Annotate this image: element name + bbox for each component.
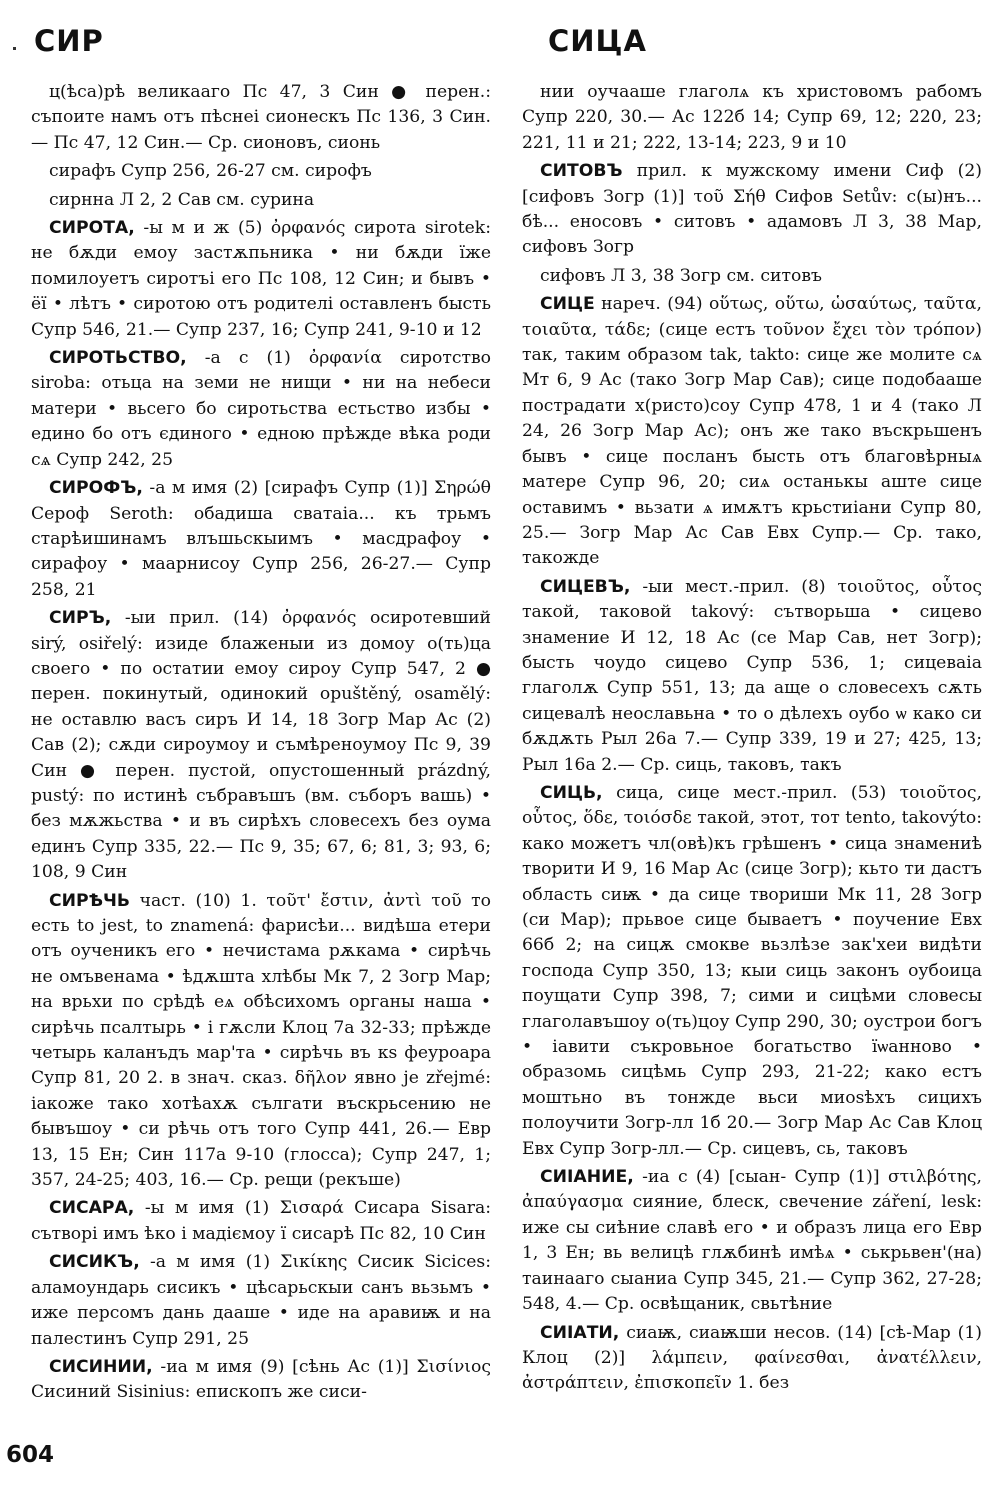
entry-text: сица, сице мест.-прил. (53) τοιοῦτος, οὗτος, ὅδε, τοιόσδε такой, этот, тот tento, takovýto: како можетъ чл(овѣ)къ грѣшенъ • сица знамениѣ творити И 9, 16 Мар Ас (сице Зогр); кьто ти дастъ область сиѭ • да сице твориши Мк 11, 28 Зогр (си Мар); прьвое сице бываетъ • поучение Евх 66б 2; на сицѫ смокве вьзлѣзе зак'хеи видѣти господа Супр 350, 13; кыи сиць законъ оубоица поущати Супр 398, 7; сими и сицѣми словесы глаголавъшоу о(ть)цоу Супр 290, 30; оустрои богъ • іавити съкровьное богатьство їѡанново • образомь сицѣмь Супр 293, 21-22; како естъ моштьно въ тонжде вьси миоѕѣхъ сицихъ полоучити Зогр-лл 1б 20.— Зогр Мар Ас Сав Клоц Евх Супр Зогр-лл.— Ср. сицевъ, сь, таковъ bbox=[522, 782, 982, 1159]
dictionary-entry bbox=[31, 476, 491, 603]
entry-text: -а с (1) ὀρφανία сиротство siroba: отьца на земи не нищи • ни на небеси матери • вьсего бо сиротьства естьство избы • едино бо отъ єдиного • едною прѣжде вѣка роди сѧ Супр 242, 25 bbox=[31, 348, 491, 470]
entry-text: сирафъ Супр 256, 26-27 см. сирофъ bbox=[49, 161, 372, 182]
entry-headword: СИСИКЪ, bbox=[49, 1252, 140, 1273]
entry-text: -иа м имя (9) [сѣнь Ас (1)] Σισίνιος Сисиний Sisinius: епископъ же сиси- bbox=[31, 1356, 491, 1403]
entry-headword: СИТОВЪ bbox=[540, 161, 623, 182]
entry-text: нии оучааше глаголѧ къ христовомъ рабомъ Супр 220, 30.— Ас 122б 14; Супр 69, 12; 220, 23; 221, 11 и 21; 222, 13-14; 223, 9 и 10 bbox=[522, 82, 982, 153]
dictionary-entry bbox=[522, 781, 982, 1162]
running-head-left: СИР bbox=[34, 24, 104, 58]
left-column bbox=[31, 80, 491, 1409]
entry-headword: СИСИНИИ, bbox=[49, 1356, 153, 1377]
dictionary-entry bbox=[31, 889, 491, 1194]
entry-text: -ыи прил. (14) ὀρφανός осиротевший sirý, osiřelý: изиде блаженыи из домоу о(ть)ца своего • по остатии емоу сироу Супр 547, 2 ● перен. покинутый, одинокий opuštěný, osamělý: не оставлю васъ сиръ И 14, 18 Зогр Мар Ас (2) Сав (2); сѫди сироумоу и съмѣреноумоу Пс 9, 39 Син ● перен. пустой, опустошенный prázdný, pustý: по истинѣ събравъшъ (вм. съборъ вашь) • без мѫжьства • и въ сирѣхъ словесехъ без оума единъ Супр 335, 22.— Пс 9, 35; 67, 6; 81, 3; 93, 6; 108, 9 Син bbox=[31, 608, 491, 883]
entry-text: сирнна Л 2, 2 Сав см. сурина bbox=[49, 189, 315, 210]
dictionary-entry bbox=[31, 606, 491, 885]
entry-text: -а м имя (2) [сирафъ Супр (1)] Σηρώθ Сероф Seroth: обадиша сватаіа... къ трьмъ старѣишинамъ влъшьскыимъ • масдрафоу • сирафоу • маарнисоу Супр 256, 26-27.— Супр 258, 21 bbox=[31, 478, 492, 600]
page-number: 604 bbox=[6, 1442, 55, 1468]
entry-text: нареч. (94) οὕτως, οὕτω, ὡσαύτως, ταῦτα, τοιαῦτα, τάδε; (сице естъ τοῦνον ἔχει τὸν τρόπον) так, таким образом tak, takto: сице же молите сѧ Мт 6, 9 Ас (тако Зогр Мар Сав); сице подобааше пострадати х(ристо)соу Супр 478, 1 и 4 (тако Л 24, 26 Зогр Мар Ас); онъ же тако въскрьшенъ бывъ • сице посланъ бысть отъ благовѣрныѧ матере Супр 96, 20; сиѧ останькы аште сице оставимъ • вьзати ѧ имѫтъ крьстиіани Супр 80, 25.— Зогр Мар Ас Сав Евх Супр.— Ср. тако, такожде bbox=[522, 294, 982, 569]
entry-text: -ы м имя (1) Σισαρά Сисара Sisara: сътворі имъ ѣко і мадіємоу ї сисарѣ Пс 82, 10 Син bbox=[31, 1198, 491, 1244]
dictionary-entry bbox=[31, 159, 491, 184]
entry-headword: СИЦЬ, bbox=[540, 782, 603, 803]
entry-text: -а м имя (1) Σικίκης Сисик Sicices: аламоундарь сисикъ • цѣсарьскыи санъ вьзьмъ • иже персомъ дань дааше • иде на аравиѭ и на палестинъ Супр 291, 25 bbox=[31, 1252, 491, 1349]
running-head-right: СИЦА bbox=[548, 24, 647, 58]
entry-text: -ыи мест.-прил. (8) τοιοῦτος, οὗτος такой, таковой takový: сътворьша • сицево знамение И 12, 18 Ас (се Мар Сав, нет Зогр); бысть чоудо сицево Супр 536, 1; сицеваіа глаголѫ Супр 551, 13; да аще о словесехъ сѫть сицевалѣ неославьна • то о дѣлехъ оубо ѡ како си бѫдѫть Рыл 26а 7.— Супр 339, 19 и 27; 425, 13; Рыл 16а 2.— Ср. сиць, таковъ, такъ bbox=[522, 576, 983, 775]
entry-text: сифовъ Л 3, 38 Зогр см. ситовъ bbox=[540, 265, 822, 286]
dictionary-entry bbox=[522, 159, 982, 261]
entry-text: сиаѭ, сиаѭши несов. (14) [сѣ-Мар (1) Клоц (2)] λάμπειν, φαίνεσθαι, ἀνατέλλειν, ἀστράπτειν, ἐπισκοπεῖν 1. без bbox=[522, 1322, 982, 1394]
right-column bbox=[522, 80, 982, 1400]
entry-headword: СИЦЕВЪ, bbox=[540, 576, 631, 597]
dictionary-entry bbox=[522, 80, 982, 156]
dictionary-entry bbox=[31, 346, 491, 473]
dictionary-entry bbox=[522, 292, 982, 571]
dictionary-entry bbox=[522, 1321, 982, 1397]
dictionary-entry bbox=[31, 216, 491, 343]
entry-headword: СИІАНИЕ, bbox=[540, 1167, 634, 1188]
dictionary-entry bbox=[31, 1250, 491, 1352]
margin-dot bbox=[13, 47, 16, 50]
dictionary-entry bbox=[522, 264, 982, 289]
dictionary-entry bbox=[31, 188, 491, 213]
dictionary-entry bbox=[31, 1355, 491, 1406]
entry-text: прил. к мужскому имени Сиф (2) [сифовъ Зогр (1)] τοῦ Σήθ Сифов Setův: с(ы)нъ... бѣ... еносовъ • ситовъ • адамовъ Л 3, 38 Мар, сифовъ Зогр bbox=[522, 161, 982, 258]
dictionary-entry bbox=[522, 575, 982, 778]
entry-headword: СИРОТА, bbox=[49, 218, 135, 239]
entry-headword: СИРЪ, bbox=[49, 608, 112, 629]
entry-headword: СИРОФЪ, bbox=[49, 478, 143, 499]
entry-headword: СИРѢЧЬ bbox=[49, 890, 131, 911]
entry-text: част. (10) 1. τοῦτ' ἔστιν, ἀντὶ τοῦ то есть to jest, to znamená: фарисѣи... видѣша етери отъ оученикъ его • нечистама рѫкама • сирѣчь не омъвенама • ѣдѫшта хлѣбы Мк 7, 2 Зогр Мар; на врьхи по срѣдѣ еѧ обѣсихомъ органы наша • сирѣчь псалтырь • і гѫсли Клоц 7а 32-33; прѣжде четырь каланъдъ мар'та • сирѣчь въ кѕ феуроара Супр 81, 20 2. в знач. сказ. δῆλον явно je zřejmé: іакоже тако хотѣахѫ сългати въскрьсению не бывъшоу • си рѣчь отъ того Супр 441, 26.— Евр 13, 15 Ен; Син 117а 9-10 (глосса); Супр 247, 1; 357, 24-25; 403, 16.— Ср. рещи (рекъше) bbox=[31, 890, 491, 1191]
entry-headword: СИРОТЬСТВО, bbox=[49, 348, 187, 369]
entry-text: -иа с (4) [сыан- Супр (1)] στιλβότης, ἀπαύγασμα сияние, блеск, свечение záření, lesk: иже сы сиѣние славѣ его • и образъ лица его Евр 1, 3 Ен; вь велицѣ глѫбинѣ имѣѧ • ськрьвен'(на) таинааго сыаниа Супр 345, 21.— Супр 362, 27-28; 548, 4.— Ср. освѣщаник, свьтѣние bbox=[522, 1167, 982, 1315]
entry-headword: СИЦЕ bbox=[540, 294, 595, 315]
dictionary-entry bbox=[31, 1196, 491, 1247]
entry-text: ц(ѣса)рѣ великааго Пс 47, 3 Син ● перен.: съпоите намъ отъ пѣснеі сионескъ Пс 136, 3 Син.— Пс 47, 12 Син.— Ср. сионовъ, сионь bbox=[31, 82, 491, 153]
entry-headword: СИІАТИ, bbox=[540, 1322, 620, 1343]
entry-text: -ы м и ж (5) ὀρφανός сирота sirotek: не бѫди емоу застѫпьника • ни бѫди їже помилоуетъ сиротъі его Пс 108, 12 Син; и бывъ • ёї • лѣтъ • сиротою отъ родителі оставленъ бысть Супр 546, 21.— Супр 237, 16; Супр 241, 9-10 и 12 bbox=[31, 218, 491, 340]
dictionary-entry bbox=[31, 80, 491, 156]
dictionary-entry bbox=[522, 1165, 982, 1317]
entry-headword: СИСАРА, bbox=[49, 1198, 135, 1219]
